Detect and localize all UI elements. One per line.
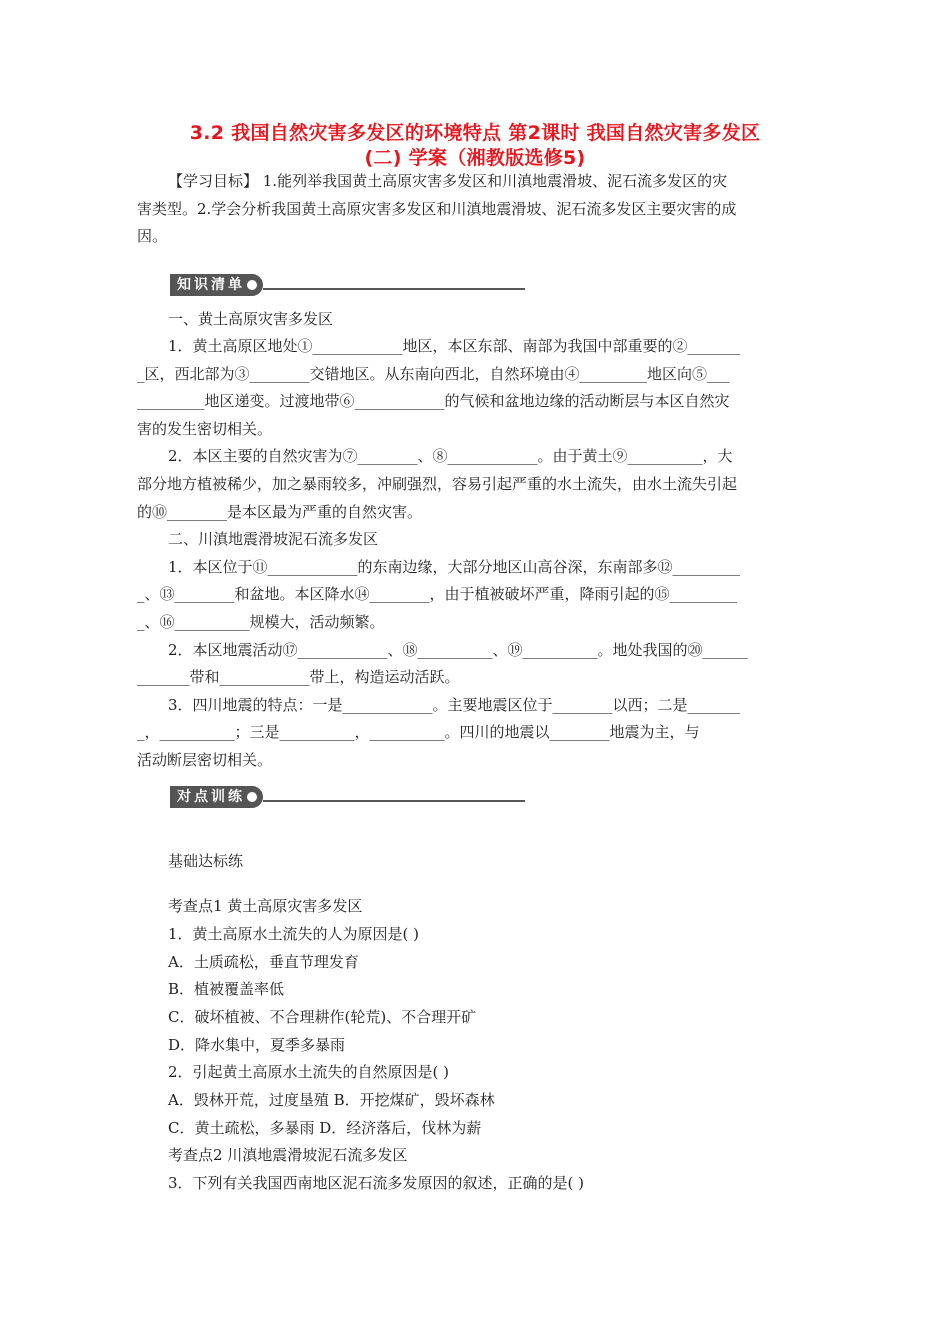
objectives-line: 因。 <box>137 227 168 245</box>
banner-label: 对点训练 <box>177 789 245 805</box>
banner-rule <box>263 288 525 290</box>
knowledge-line: _，__________；三是__________，__________。四川的地震以________地震为主，与 <box>137 723 700 741</box>
training-line: B．植被覆盖率低 <box>168 980 285 998</box>
banner-rule <box>263 800 525 802</box>
knowledge-line: _、⑯__________规模大，活动频繁。 <box>137 613 385 631</box>
knowledge-line: 二、川滇地震滑坡泥石流多发区 <box>168 530 379 548</box>
knowledge-line: 的⑩________是本区最为严重的自然灾害。 <box>137 503 423 521</box>
section-banner-knowledge <box>170 274 525 296</box>
knowledge-line: 2．本区地震活动⑰____________、⑱__________、⑲__________。地处我国的⑳______ <box>168 641 748 659</box>
knowledge-line: _区，西北部为③________交错地区。从东南向西北，自然环境由④_________地区向⑤___ <box>137 365 730 383</box>
knowledge-line: 害的发生密切相关。 <box>137 420 273 438</box>
section-banner-training <box>170 786 525 808</box>
training-heading: 基础达标练 <box>168 852 244 870</box>
bullet-dot-icon <box>247 280 257 290</box>
training-line: A．毁林开荒，过度垦殖 B．开挖煤矿，毁坏森林 <box>168 1091 495 1109</box>
document-title-line-1: 3.2 我国自然灾害多发区的环境特点 第2课时 我国自然灾害多发区 <box>189 122 761 144</box>
training-line: D．降水集中，夏季多暴雨 <box>168 1036 346 1054</box>
knowledge-line: _________地区递变。过渡地带⑥____________的气候和盆地边缘的活动断层与本区自然灾 <box>137 392 730 410</box>
training-line: 3．下列有关我国西南地区泥石流多发原因的叙述，正确的是( ) <box>168 1174 585 1192</box>
knowledge-line: 活动断层密切相关。 <box>137 751 273 769</box>
training-line: C．黄土疏松，多暴雨 D．经济落后，伐林为薪 <box>168 1119 482 1137</box>
knowledge-line: 一、黄土高原灾害多发区 <box>168 310 334 328</box>
training-line: 考查点1 黄土高原灾害多发区 <box>168 897 363 915</box>
banner-label: 知识清单 <box>177 277 245 293</box>
objectives-line: 【学习目标】 1.能列举我国黄土高原灾害多发区和川滇地震滑坡、泥石流多发区的灾 <box>168 172 728 190</box>
training-line: 考查点2 川滇地震滑坡泥石流多发区 <box>168 1146 408 1164</box>
objectives-line: 害类型。2.学会分析我国黄土高原灾害多发区和川滇地震滑坡、泥石流多发区主要灾害的成 <box>137 200 737 218</box>
training-line: C．破坏植被、不合理耕作(轮荒)、不合理开矿 <box>168 1008 477 1026</box>
training-line: A．土质疏松，垂直节理发育 <box>168 953 359 971</box>
knowledge-line: 1．本区位于⑪____________的东南边缘，大部分地区山高谷深，东南部多⑫_________ <box>168 558 741 576</box>
knowledge-line: 部分地方植被稀少，加之暴雨较多，冲刷强烈，容易引起严重的水土流失，由水土流失引起 <box>137 475 738 493</box>
knowledge-line: 1．黄土高原区地处①____________地区，本区东部、南部为我国中部重要的②_______ <box>168 337 741 355</box>
training-line: 1．黄土高原水土流失的人为原因是( ) <box>168 925 420 943</box>
knowledge-line: 3．四川地震的特点：一是____________。主要地震区位于________以西；二是_______ <box>168 696 741 714</box>
document-title-line-2: (二) 学案（湘教版选修5) <box>364 147 586 169</box>
bullet-dot-icon <box>247 792 257 802</box>
knowledge-line: _、⑬________和盆地。本区降水⑭________，由于植被破坏严重，降雨引起的⑮_________ <box>137 585 738 603</box>
knowledge-line: _______带和____________带上，构造运动活跃。 <box>137 668 460 686</box>
knowledge-line: 2．本区主要的自然灾害为⑦________、⑧____________。由于黄土⑨__________，大 <box>168 447 733 465</box>
training-line: 2．引起黄土高原水土流失的自然原因是( ) <box>168 1063 450 1081</box>
